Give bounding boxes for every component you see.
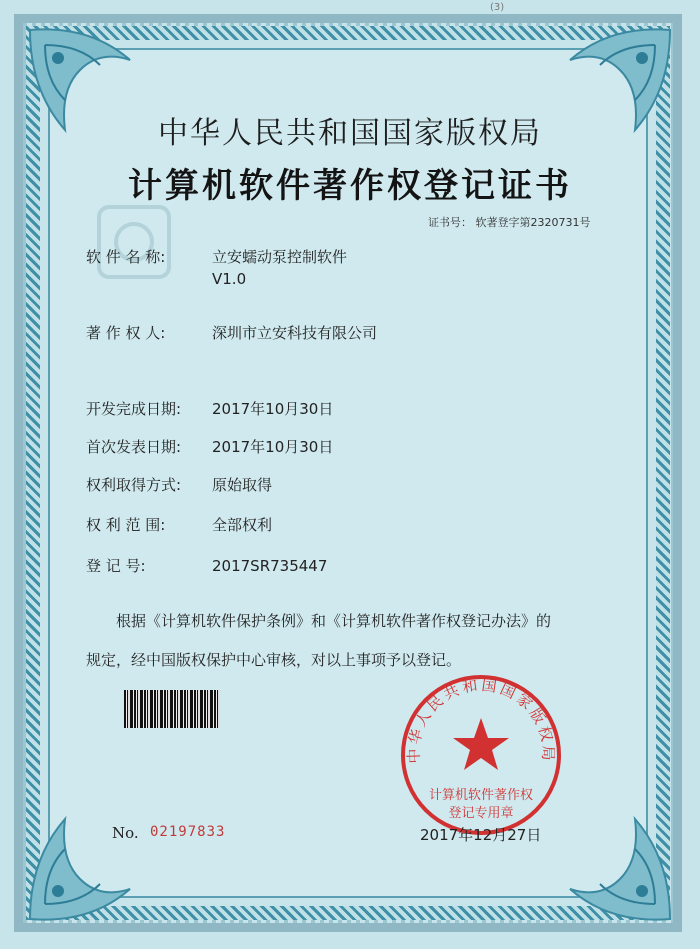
field-label: 著 作 权 人:	[86, 324, 166, 342]
field-label: 权利取得方式:	[86, 476, 182, 494]
barcode	[124, 690, 220, 728]
issuer-title: 中华人民共和国国家版权局	[158, 116, 542, 151]
statement-paragraph	[86, 602, 626, 680]
field-label: 权 利 范 围:	[86, 516, 166, 534]
corner-ornament-icon	[560, 809, 680, 929]
issue-date: 2017年12月27日	[420, 826, 542, 844]
field-label: 首次发表日期:	[86, 438, 182, 456]
certificate-title: 计算机软件著作权登记证书	[128, 166, 572, 206]
field-value: 2017年10月30日	[212, 438, 334, 456]
field-acquisition-method	[86, 474, 272, 495]
software-version: V1.0	[212, 270, 247, 288]
svg-text:中华人民共和国国家版权局	[405, 676, 557, 764]
statement-line-2: 规定，经中国版权保护中心审核，对以上事项予以登记。	[86, 651, 462, 669]
field-value: 全部权利	[212, 516, 273, 534]
serial-label: No.	[112, 824, 139, 842]
field-label: 登 记 号:	[86, 557, 146, 575]
field-rights-scope	[86, 514, 272, 535]
field-value: 2017年10月30日	[212, 400, 334, 418]
field-value: 2017SR735447	[212, 557, 328, 575]
seal-line-2: 登记专用章	[448, 806, 514, 821]
serial-number: 02197833	[150, 824, 226, 840]
seal-arc-label: 中华人民共和国国家版权局	[404, 675, 558, 764]
field-software-name	[86, 246, 347, 267]
field-registration-number	[86, 555, 327, 576]
field-label: 软 件 名 称:	[86, 248, 166, 266]
field-publication-date	[86, 436, 333, 457]
field-value: 立安蠕动泵控制软件	[212, 248, 348, 266]
field-value: 原始取得	[212, 476, 273, 494]
watermark-emblem-icon	[94, 202, 174, 282]
top-mark: (3)	[490, 2, 505, 13]
field-value: 深圳市立安科技有限公司	[212, 324, 378, 342]
certificate-number: 证书号： 软著登字第2320731号	[428, 216, 591, 229]
field-label: 开发完成日期:	[86, 400, 182, 418]
field-copyright-owner	[86, 322, 377, 343]
statement-line-1: 根据《计算机软件保护条例》和《计算机软件著作权登记办法》的	[116, 612, 552, 630]
field-development-date	[86, 398, 333, 419]
seal-line-1: 计算机软件著作权	[428, 788, 533, 803]
